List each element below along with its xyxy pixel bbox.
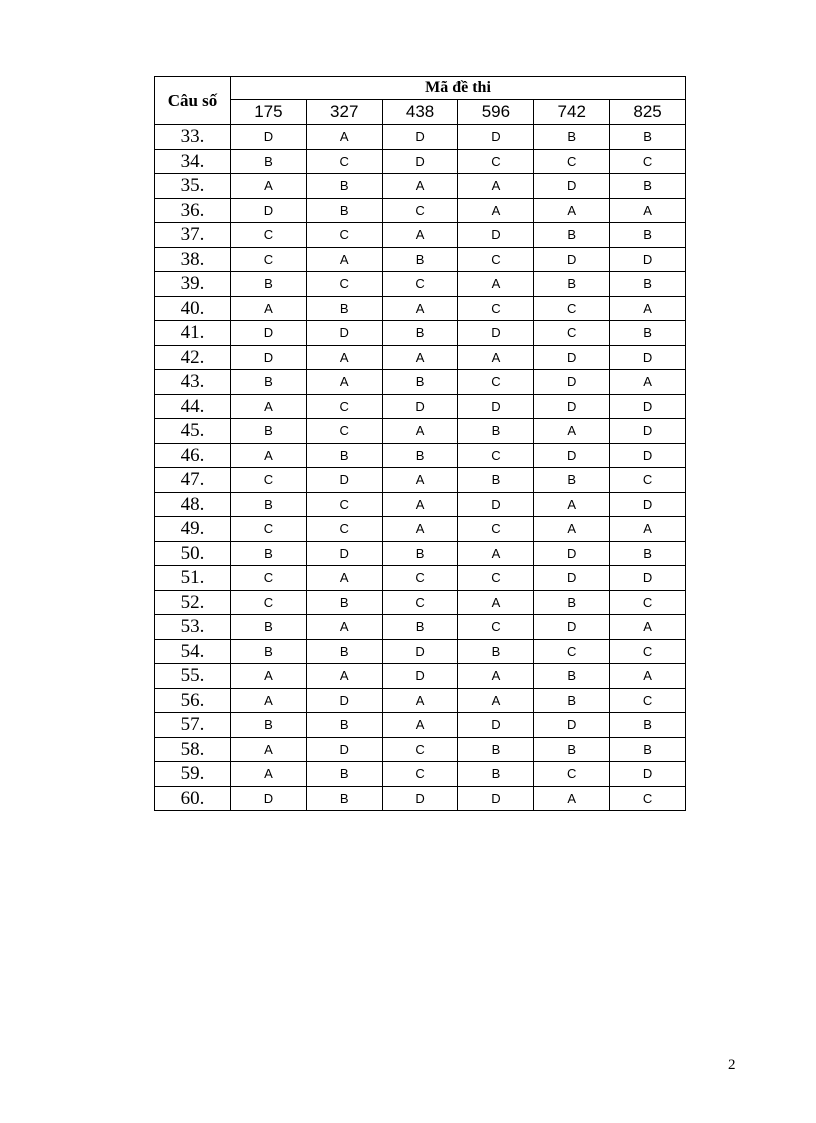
answer-cell: C: [231, 223, 307, 248]
answer-cell: B: [610, 174, 686, 199]
question-number: 44.: [155, 394, 231, 419]
table-row: [155, 321, 686, 346]
answer-cell: A: [231, 737, 307, 762]
answer-cell: C: [306, 394, 382, 419]
answer-cell: D: [382, 664, 458, 689]
table-row: [155, 688, 686, 713]
answer-cell: D: [534, 394, 610, 419]
table-row: [155, 786, 686, 811]
answer-cell: D: [231, 786, 307, 811]
table-row: [155, 443, 686, 468]
answer-cell: C: [458, 296, 534, 321]
answer-cell: A: [231, 664, 307, 689]
table-row: [155, 517, 686, 542]
answer-cell: C: [458, 517, 534, 542]
answer-cell: D: [382, 149, 458, 174]
answer-cell: D: [231, 321, 307, 346]
answer-rows: [155, 125, 686, 811]
answer-cell: D: [534, 345, 610, 370]
answer-cell: B: [231, 615, 307, 640]
answer-cell: B: [534, 125, 610, 150]
exam-code: 596: [458, 100, 534, 125]
answer-cell: C: [610, 590, 686, 615]
exam-code: 825: [610, 100, 686, 125]
answer-cell: C: [458, 566, 534, 591]
answer-cell: B: [306, 296, 382, 321]
answer-cell: C: [534, 639, 610, 664]
answer-cell: A: [534, 517, 610, 542]
table-row: [155, 492, 686, 517]
answer-cell: D: [231, 198, 307, 223]
question-number: 34.: [155, 149, 231, 174]
answer-cell: B: [610, 713, 686, 738]
answer-cell: C: [382, 272, 458, 297]
table-row: [155, 713, 686, 738]
answer-cell: C: [231, 590, 307, 615]
answer-cell: A: [306, 615, 382, 640]
answer-cell: B: [306, 762, 382, 787]
table-row: [155, 590, 686, 615]
question-number: 45.: [155, 419, 231, 444]
answer-cell: B: [231, 713, 307, 738]
question-number: 46.: [155, 443, 231, 468]
exam-code-header: Mã đề thi: [231, 77, 686, 100]
answer-cell: B: [231, 149, 307, 174]
answer-cell: A: [306, 370, 382, 395]
question-number-header: Câu số: [155, 77, 231, 125]
answer-cell: A: [231, 174, 307, 199]
answer-cell: A: [231, 394, 307, 419]
answer-cell: C: [306, 517, 382, 542]
answer-cell: B: [382, 541, 458, 566]
question-number: 59.: [155, 762, 231, 787]
answer-cell: A: [610, 198, 686, 223]
answer-cell: D: [534, 443, 610, 468]
answer-cell: A: [382, 517, 458, 542]
exam-code: 742: [534, 100, 610, 125]
answer-cell: D: [534, 174, 610, 199]
answer-cell: A: [382, 174, 458, 199]
question-number: 51.: [155, 566, 231, 591]
table-row: [155, 394, 686, 419]
answer-cell: D: [534, 615, 610, 640]
table-row: [155, 615, 686, 640]
answer-cell: A: [306, 566, 382, 591]
answer-cell: D: [610, 492, 686, 517]
answer-cell: C: [306, 419, 382, 444]
table-row: [155, 174, 686, 199]
answer-cell: A: [610, 296, 686, 321]
question-number: 58.: [155, 737, 231, 762]
answer-cell: D: [534, 566, 610, 591]
answer-cell: C: [306, 492, 382, 517]
answer-cell: B: [458, 737, 534, 762]
table-row: [155, 247, 686, 272]
answer-cell: D: [534, 713, 610, 738]
answer-cell: A: [458, 590, 534, 615]
answer-cell: A: [382, 713, 458, 738]
question-number: 33.: [155, 125, 231, 150]
question-number: 50.: [155, 541, 231, 566]
answer-cell: B: [231, 370, 307, 395]
table-row: [155, 664, 686, 689]
answer-cell: D: [458, 394, 534, 419]
answer-cell: B: [458, 762, 534, 787]
answer-cell: C: [382, 198, 458, 223]
exam-code: 327: [306, 100, 382, 125]
question-number: 54.: [155, 639, 231, 664]
table-row: [155, 639, 686, 664]
table-row: [155, 541, 686, 566]
answer-cell: B: [534, 223, 610, 248]
question-number: 39.: [155, 272, 231, 297]
answer-cell: D: [306, 541, 382, 566]
answer-cell: B: [382, 321, 458, 346]
answer-cell: D: [231, 125, 307, 150]
answer-cell: B: [610, 737, 686, 762]
answer-cell: D: [382, 786, 458, 811]
answer-cell: A: [610, 615, 686, 640]
answer-cell: C: [458, 443, 534, 468]
answer-cell: A: [458, 198, 534, 223]
answer-cell: D: [306, 737, 382, 762]
answer-cell: C: [534, 149, 610, 174]
answer-cell: D: [458, 492, 534, 517]
question-number: 60.: [155, 786, 231, 811]
answer-cell: C: [382, 566, 458, 591]
answer-cell: B: [610, 541, 686, 566]
answer-cell: C: [610, 688, 686, 713]
answer-cell: A: [458, 174, 534, 199]
answer-cell: B: [306, 713, 382, 738]
answer-cell: C: [306, 149, 382, 174]
question-number: 57.: [155, 713, 231, 738]
answer-cell: A: [534, 198, 610, 223]
table-row: [155, 737, 686, 762]
answer-cell: A: [610, 664, 686, 689]
answer-cell: D: [534, 247, 610, 272]
answer-cell: D: [610, 566, 686, 591]
answer-cell: A: [382, 223, 458, 248]
answer-cell: B: [382, 615, 458, 640]
answer-cell: B: [534, 272, 610, 297]
exam-code: 175: [231, 100, 307, 125]
answer-cell: C: [382, 737, 458, 762]
answer-cell: C: [610, 468, 686, 493]
answer-cell: C: [382, 590, 458, 615]
question-number: 52.: [155, 590, 231, 615]
answer-cell: C: [534, 321, 610, 346]
answer-cell: B: [534, 737, 610, 762]
question-number: 40.: [155, 296, 231, 321]
exam-code: 438: [382, 100, 458, 125]
answer-cell: C: [458, 247, 534, 272]
answer-cell: B: [382, 247, 458, 272]
answer-cell: B: [306, 786, 382, 811]
answer-cell: B: [231, 419, 307, 444]
answer-cell: A: [458, 345, 534, 370]
answer-key-table: [154, 76, 686, 811]
answer-cell: A: [610, 517, 686, 542]
answer-cell: A: [382, 688, 458, 713]
table-row: [155, 125, 686, 150]
answer-cell: D: [610, 762, 686, 787]
answer-cell: B: [610, 272, 686, 297]
answer-cell: C: [534, 296, 610, 321]
table-row: [155, 345, 686, 370]
answer-cell: B: [534, 688, 610, 713]
answer-cell: A: [534, 786, 610, 811]
answer-cell: D: [458, 125, 534, 150]
answer-cell: D: [306, 321, 382, 346]
answer-cell: B: [610, 223, 686, 248]
answer-cell: B: [231, 639, 307, 664]
page-number: 2: [728, 1057, 736, 1073]
answer-cell: A: [306, 247, 382, 272]
answer-cell: B: [610, 321, 686, 346]
answer-cell: B: [458, 639, 534, 664]
table-row: [155, 198, 686, 223]
answer-cell: A: [382, 345, 458, 370]
answer-cell: D: [610, 443, 686, 468]
answer-cell: D: [306, 468, 382, 493]
answer-cell: D: [610, 419, 686, 444]
question-number: 49.: [155, 517, 231, 542]
answer-cell: D: [534, 370, 610, 395]
answer-cell: A: [231, 688, 307, 713]
answer-cell: A: [382, 492, 458, 517]
answer-cell: A: [382, 419, 458, 444]
answer-cell: C: [306, 223, 382, 248]
answer-cell: B: [534, 468, 610, 493]
answer-cell: B: [458, 468, 534, 493]
answer-cell: C: [231, 566, 307, 591]
answer-cell: A: [231, 762, 307, 787]
answer-cell: A: [306, 664, 382, 689]
answer-cell: D: [610, 345, 686, 370]
answer-cell: D: [610, 247, 686, 272]
answer-cell: B: [382, 370, 458, 395]
answer-cell: D: [458, 713, 534, 738]
answer-cell: C: [610, 786, 686, 811]
answer-cell: B: [382, 443, 458, 468]
answer-cell: B: [306, 639, 382, 664]
answer-cell: A: [231, 443, 307, 468]
answer-cell: C: [610, 639, 686, 664]
answer-cell: B: [306, 198, 382, 223]
table-row: [155, 762, 686, 787]
answer-cell: C: [231, 517, 307, 542]
answer-cell: A: [382, 468, 458, 493]
answer-cell: B: [534, 664, 610, 689]
question-number: 37.: [155, 223, 231, 248]
answer-cell: A: [382, 296, 458, 321]
question-number: 43.: [155, 370, 231, 395]
answer-cell: D: [458, 321, 534, 346]
table-header-row: [155, 77, 686, 100]
question-number: 53.: [155, 615, 231, 640]
answer-cell: D: [306, 688, 382, 713]
answer-cell: A: [458, 664, 534, 689]
answer-cell: A: [534, 492, 610, 517]
answer-cell: C: [382, 762, 458, 787]
answer-cell: B: [610, 125, 686, 150]
answer-cell: D: [231, 345, 307, 370]
table-row: [155, 223, 686, 248]
answer-cell: B: [306, 590, 382, 615]
question-number: 36.: [155, 198, 231, 223]
answer-cell: A: [306, 345, 382, 370]
answer-cell: C: [231, 247, 307, 272]
answer-cell: D: [382, 639, 458, 664]
question-number: 47.: [155, 468, 231, 493]
answer-cell: D: [382, 125, 458, 150]
answer-cell: D: [458, 786, 534, 811]
answer-cell: B: [231, 272, 307, 297]
answer-cell: A: [458, 541, 534, 566]
answer-cell: D: [534, 541, 610, 566]
answer-cell: C: [458, 615, 534, 640]
answer-cell: C: [231, 468, 307, 493]
table-row: [155, 468, 686, 493]
table-row: [155, 419, 686, 444]
answer-cell: C: [458, 370, 534, 395]
exam-codes-row: [155, 100, 686, 125]
answer-cell: B: [306, 443, 382, 468]
answer-cell: B: [534, 590, 610, 615]
answer-cell: B: [306, 174, 382, 199]
answer-cell: D: [382, 394, 458, 419]
table-row: [155, 272, 686, 297]
answer-cell: B: [231, 541, 307, 566]
question-number: 42.: [155, 345, 231, 370]
question-number: 55.: [155, 664, 231, 689]
answer-cell: D: [610, 394, 686, 419]
question-number: 48.: [155, 492, 231, 517]
table-row: [155, 296, 686, 321]
answer-cell: C: [458, 149, 534, 174]
question-number: 35.: [155, 174, 231, 199]
answer-cell: C: [306, 272, 382, 297]
answer-cell: C: [534, 762, 610, 787]
answer-cell: B: [231, 492, 307, 517]
answer-cell: A: [458, 272, 534, 297]
answer-cell: B: [458, 419, 534, 444]
answer-cell: A: [534, 419, 610, 444]
table-row: [155, 566, 686, 591]
table-row: [155, 370, 686, 395]
answer-cell: A: [610, 370, 686, 395]
answer-cell: A: [231, 296, 307, 321]
table-row: [155, 149, 686, 174]
answer-cell: C: [610, 149, 686, 174]
question-number: 38.: [155, 247, 231, 272]
question-number: 41.: [155, 321, 231, 346]
answer-cell: A: [458, 688, 534, 713]
answer-cell: A: [306, 125, 382, 150]
question-number: 56.: [155, 688, 231, 713]
answer-cell: D: [458, 223, 534, 248]
